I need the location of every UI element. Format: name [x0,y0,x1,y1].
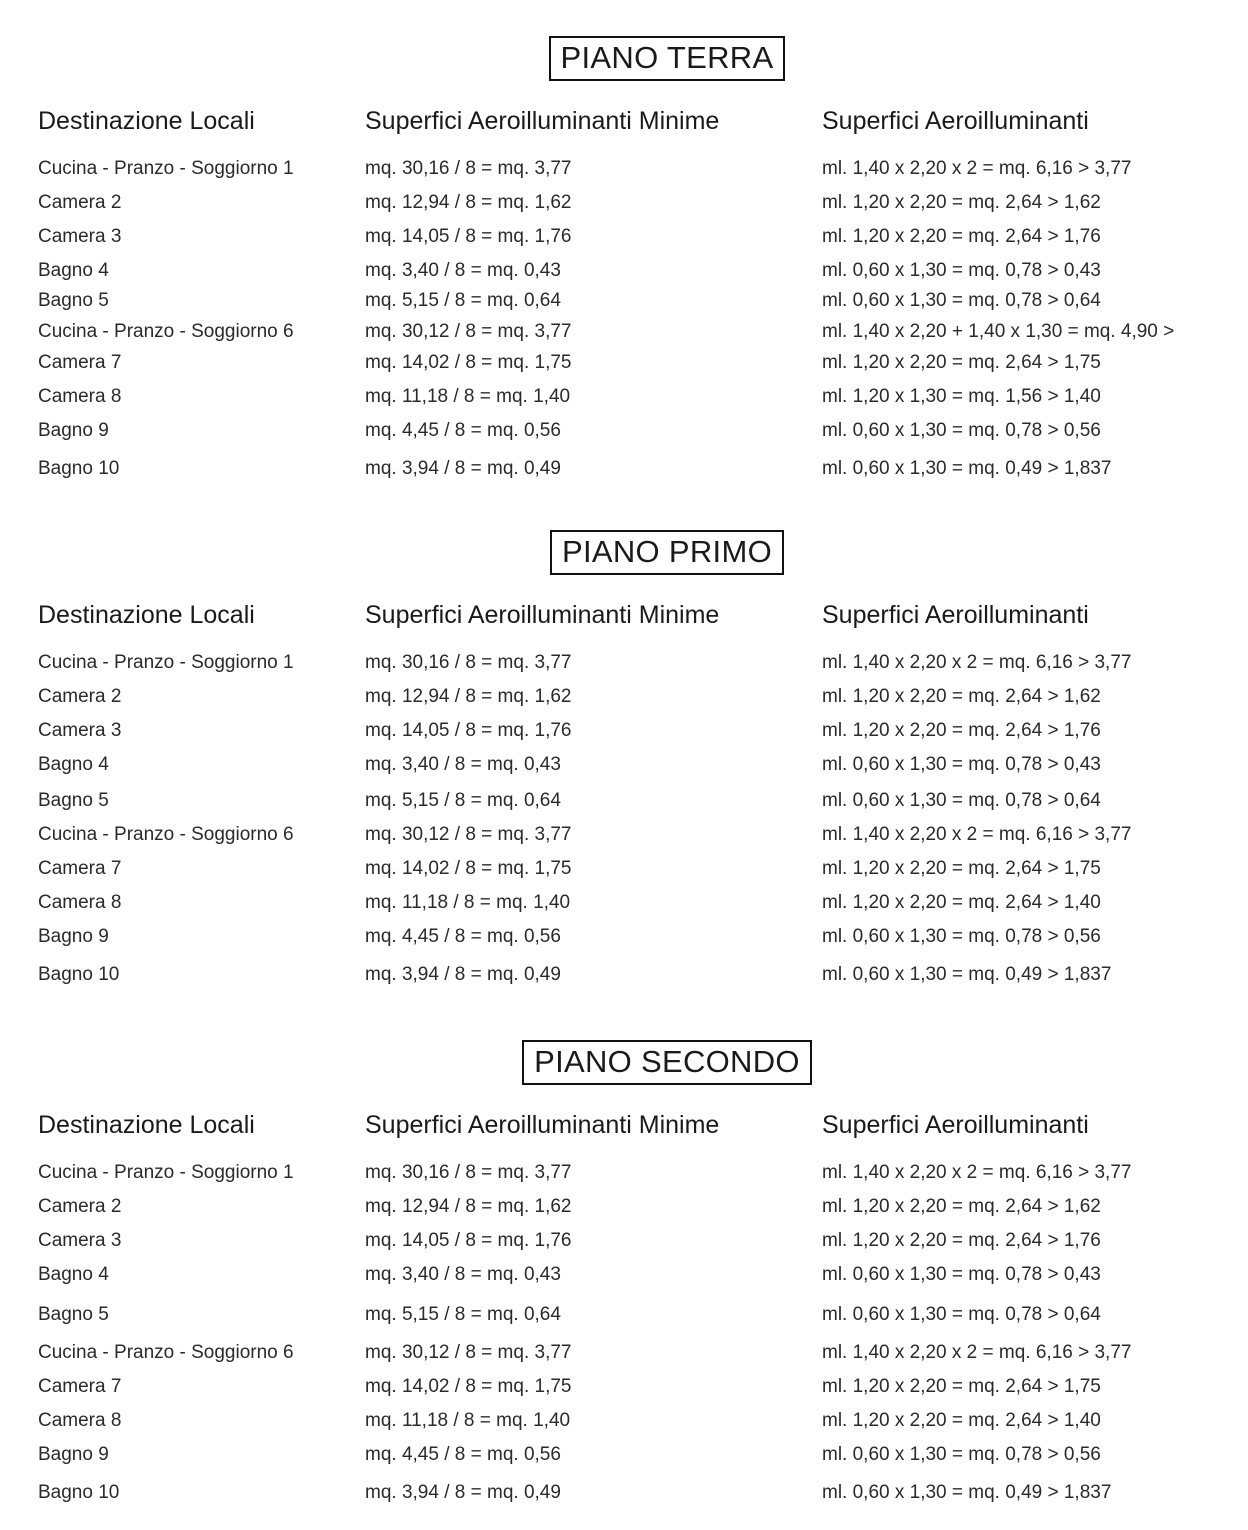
min-surface: mq. 11,18 / 8 = mq. 1,40 [365,386,571,407]
min-surface: mq. 14,05 / 8 = mq. 1,76 [365,226,572,247]
header-superfici-aeroilluminanti: Superfici Aeroilluminanti [822,601,1089,629]
room-name: Camera 7 [38,1376,122,1397]
room-name: Bagno 9 [38,926,109,947]
min-surface: mq. 4,45 / 8 = mq. 0,56 [365,926,561,947]
min-surface: mq. 30,16 / 8 = mq. 3,77 [365,158,572,179]
room-name: Bagno 4 [38,754,109,775]
min-surface: mq. 3,94 / 8 = mq. 0,49 [365,1482,561,1503]
min-surface: mq. 12,94 / 8 = mq. 1,62 [365,686,572,707]
table-row [0,682,1248,712]
table-row [0,222,1248,252]
min-surface: mq. 4,45 / 8 = mq. 0,56 [365,1444,561,1465]
room-name: Camera 2 [38,686,122,707]
actual-surface: ml. 0,60 x 1,30 = mq. 0,78 > 0,56 [822,1444,1101,1465]
section-piano-terra [0,36,1248,496]
min-surface: mq. 14,02 / 8 = mq. 1,75 [365,858,572,879]
min-surface: mq. 3,40 / 8 = mq. 0,43 [365,1264,561,1285]
table-row [0,1158,1248,1188]
actual-surface: ml. 1,40 x 2,20 x 2 = mq. 6,16 > 3,77 [822,652,1132,673]
min-surface: mq. 5,15 / 8 = mq. 0,64 [365,790,561,811]
header-destinazione-locali: Destinazione Locali [38,1111,255,1139]
min-surface: mq. 14,05 / 8 = mq. 1,76 [365,1230,572,1251]
table-row [0,256,1248,286]
table-row [0,1300,1248,1330]
actual-surface: ml. 0,60 x 1,30 = mq. 0,78 > 0,43 [822,1264,1101,1285]
table-row [0,348,1248,378]
header-destinazione-locali: Destinazione Locali [38,107,255,135]
table-row [0,716,1248,746]
room-name: Camera 3 [38,226,122,247]
table-row [0,454,1248,484]
actual-surface: ml. 1,20 x 2,20 = mq. 2,64 > 1,62 [822,192,1101,213]
table-row [0,648,1248,678]
min-surface: mq. 5,15 / 8 = mq. 0,64 [365,1304,561,1325]
table-row [0,317,1248,347]
room-name: Bagno 10 [38,964,120,985]
actual-surface: ml. 0,60 x 1,30 = mq. 0,49 > 1,837 [822,964,1112,985]
table-row [0,382,1248,412]
table-row [0,1192,1248,1222]
actual-surface: ml. 0,60 x 1,30 = mq. 0,78 > 0,64 [822,1304,1101,1325]
table-row [0,820,1248,850]
room-name: Bagno 10 [38,1482,120,1503]
room-name: Bagno 5 [38,790,109,811]
section-piano-primo [0,530,1248,1000]
section-title: PIANO SECONDO [522,1040,812,1085]
min-surface: mq. 14,02 / 8 = mq. 1,75 [365,352,572,373]
header-superfici-minime: Superfici Aeroilluminanti Minime [365,107,720,135]
room-name: Bagno 10 [38,458,120,479]
actual-surface: ml. 1,20 x 2,20 = mq. 2,64 > 1,40 [822,892,1101,913]
actual-surface: ml. 1,20 x 2,20 = mq. 2,64 > 1,40 [822,1410,1101,1431]
min-surface: mq. 11,18 / 8 = mq. 1,40 [365,892,571,913]
actual-surface: ml. 0,60 x 1,30 = mq. 0,78 > 0,64 [822,290,1101,311]
table-row [0,922,1248,952]
actual-surface: ml. 1,40 x 2,20 x 2 = mq. 6,16 > 3,77 [822,824,1132,845]
min-surface: mq. 3,40 / 8 = mq. 0,43 [365,754,561,775]
table-row [0,1478,1248,1508]
min-surface: mq. 14,02 / 8 = mq. 1,75 [365,1376,572,1397]
actual-surface: ml. 1,20 x 2,20 = mq. 2,64 > 1,76 [822,1230,1101,1251]
table-row [0,888,1248,918]
actual-surface: ml. 1,20 x 2,20 = mq. 2,64 > 1,62 [822,1196,1101,1217]
actual-surface: ml. 0,60 x 1,30 = mq. 0,78 > 0,56 [822,420,1101,441]
section-title: PIANO PRIMO [550,530,784,575]
room-name: Cucina - Pranzo - Soggiorno 6 [38,1342,294,1363]
min-surface: mq. 30,12 / 8 = mq. 3,77 [365,1342,572,1363]
min-surface: mq. 3,94 / 8 = mq. 0,49 [365,458,561,479]
min-surface: mq. 30,16 / 8 = mq. 3,77 [365,652,572,673]
table-row [0,786,1248,816]
room-name: Cucina - Pranzo - Soggiorno 6 [38,321,294,342]
table-row [0,960,1248,990]
room-name: Cucina - Pranzo - Soggiorno 1 [38,652,294,673]
room-name: Camera 8 [38,892,122,913]
actual-surface: ml. 1,20 x 2,20 = mq. 2,64 > 1,75 [822,1376,1101,1397]
actual-surface: ml. 0,60 x 1,30 = mq. 0,78 > 0,56 [822,926,1101,947]
actual-surface: ml. 1,20 x 2,20 = mq. 2,64 > 1,62 [822,686,1101,707]
room-name: Camera 7 [38,352,122,373]
room-name: Camera 2 [38,1196,122,1217]
min-surface: mq. 3,94 / 8 = mq. 0,49 [365,964,561,985]
min-surface: mq. 30,12 / 8 = mq. 3,77 [365,824,572,845]
room-name: Cucina - Pranzo - Soggiorno 1 [38,158,294,179]
actual-surface: ml. 0,60 x 1,30 = mq. 0,78 > 0,43 [822,754,1101,775]
room-name: Bagno 5 [38,1304,109,1325]
table-row [0,1226,1248,1256]
actual-surface: ml. 1,40 x 2,20 x 2 = mq. 6,16 > 3,77 [822,1342,1132,1363]
section-title: PIANO TERRA [549,36,786,81]
room-name: Camera 7 [38,858,122,879]
actual-surface: ml. 1,20 x 2,20 = mq. 2,64 > 1,76 [822,720,1101,741]
min-surface: mq. 4,45 / 8 = mq. 0,56 [365,420,561,441]
actual-surface: ml. 1,40 x 2,20 x 2 = mq. 6,16 > 3,77 [822,1162,1132,1183]
room-name: Camera 2 [38,192,122,213]
table-row [0,1260,1248,1290]
actual-surface: ml. 0,60 x 1,30 = mq. 0,49 > 1,837 [822,1482,1112,1503]
actual-surface: ml. 1,20 x 2,20 = mq. 2,64 > 1,75 [822,352,1101,373]
room-name: Cucina - Pranzo - Soggiorno 1 [38,1162,294,1183]
min-surface: mq. 30,12 / 8 = mq. 3,77 [365,321,572,342]
header-superfici-aeroilluminanti: Superfici Aeroilluminanti [822,107,1089,135]
table-row [0,1338,1248,1368]
section-piano-secondo [0,1040,1248,1520]
room-name: Camera 8 [38,386,122,407]
table-row [0,1440,1248,1470]
header-superfici-aeroilluminanti: Superfici Aeroilluminanti [822,1111,1089,1139]
room-name: Bagno 4 [38,1264,109,1285]
room-name: Bagno 4 [38,260,109,281]
actual-surface: ml. 0,60 x 1,30 = mq. 0,49 > 1,837 [822,458,1112,479]
min-surface: mq. 11,18 / 8 = mq. 1,40 [365,1410,571,1431]
header-superfici-minime: Superfici Aeroilluminanti Minime [365,1111,720,1139]
actual-surface: ml. 1,20 x 1,30 = mq. 1,56 > 1,40 [822,386,1101,407]
table-row [0,286,1248,316]
min-surface: mq. 3,40 / 8 = mq. 0,43 [365,260,561,281]
actual-surface: ml. 0,60 x 1,30 = mq. 0,78 > 0,43 [822,260,1101,281]
room-name: Bagno 5 [38,290,109,311]
actual-surface: ml. 1,20 x 2,20 = mq. 2,64 > 1,76 [822,226,1101,247]
min-surface: mq. 12,94 / 8 = mq. 1,62 [365,1196,572,1217]
min-surface: mq. 5,15 / 8 = mq. 0,64 [365,290,561,311]
room-name: Cucina - Pranzo - Soggiorno 6 [38,824,294,845]
room-name: Bagno 9 [38,420,109,441]
table-row [0,416,1248,446]
table-row [0,1406,1248,1436]
table-row [0,1372,1248,1402]
actual-surface: ml. 1,20 x 2,20 = mq. 2,64 > 1,75 [822,858,1101,879]
header-destinazione-locali: Destinazione Locali [38,601,255,629]
table-row [0,154,1248,184]
min-surface: mq. 14,05 / 8 = mq. 1,76 [365,720,572,741]
min-surface: mq. 12,94 / 8 = mq. 1,62 [365,192,572,213]
actual-surface: ml. 1,40 x 2,20 x 2 = mq. 6,16 > 3,77 [822,158,1132,179]
table-row [0,854,1248,884]
room-name: Bagno 9 [38,1444,109,1465]
room-name: Camera 8 [38,1410,122,1431]
room-name: Camera 3 [38,1230,122,1251]
table-row [0,750,1248,780]
min-surface: mq. 30,16 / 8 = mq. 3,77 [365,1162,572,1183]
header-superfici-minime: Superfici Aeroilluminanti Minime [365,601,720,629]
actual-surface: ml. 1,40 x 2,20 + 1,40 x 1,30 = mq. 4,90 > [822,321,1175,342]
actual-surface: ml. 0,60 x 1,30 = mq. 0,78 > 0,64 [822,790,1101,811]
table-row [0,188,1248,218]
room-name: Camera 3 [38,720,122,741]
